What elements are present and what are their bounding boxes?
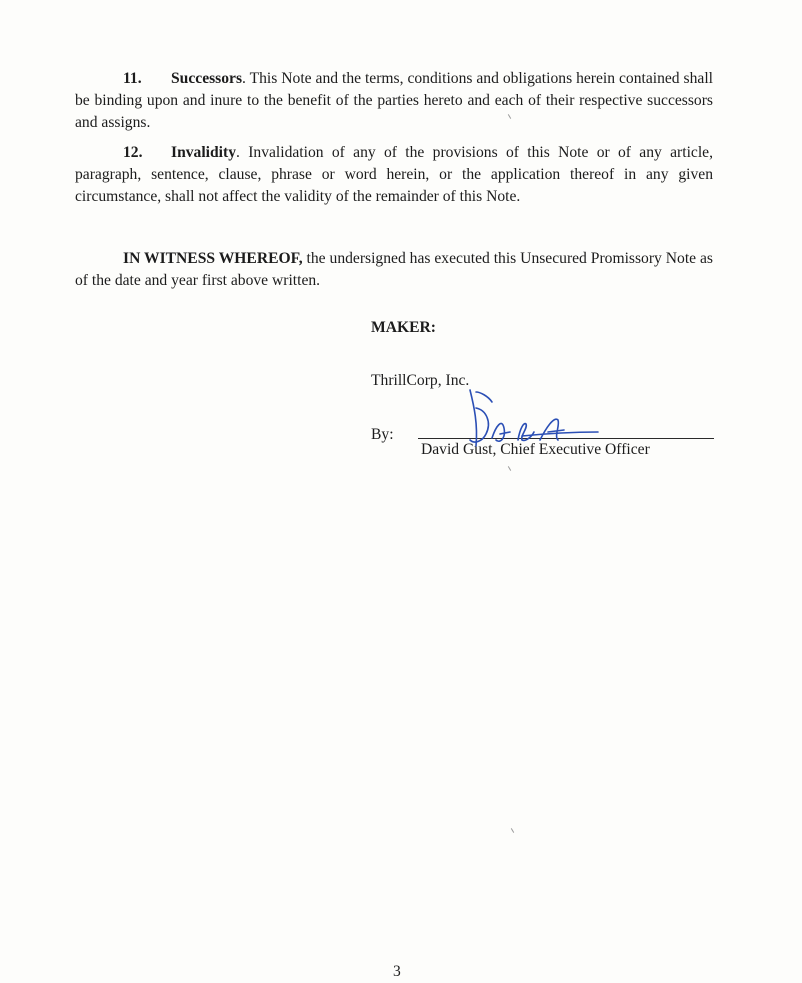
witness-paragraph	[75, 248, 713, 292]
witness-lead: IN WITNESS WHEREOF,	[123, 250, 303, 267]
page-number: 3	[393, 963, 401, 980]
handwritten-signature	[462, 388, 602, 468]
witness-text: the undersigned has executed this Unsecured Promissory Note as of the date and year first above written.	[75, 250, 713, 289]
section-11-heading: Successors	[171, 70, 243, 87]
section-11-paragraph	[75, 68, 713, 134]
section-12-number: 12.	[123, 144, 143, 161]
section-12-text: . Invalidation of any of the provisions of this Note or of any article, paragraph, sentence, clause, phrase or word herein, or the application thereof in any given circumstance, shall not affect the validity of the remainder of this Note.	[75, 144, 713, 205]
signer-name-title: David Gust, Chief Executive Officer	[421, 441, 650, 458]
maker-label: MAKER:	[371, 319, 436, 336]
section-12-paragraph	[75, 142, 713, 208]
company-name: ThrillCorp, Inc.	[371, 372, 470, 389]
section-12-heading: Invalidity	[171, 144, 236, 161]
section-11-number: 11.	[123, 70, 142, 87]
signature-strokes	[470, 390, 598, 446]
section-11-text: . This Note and the terms, conditions and obligations herein contained shall be binding upon and inure to the benefit of the parties hereto and each of their respective successors and assigns.	[75, 70, 713, 131]
by-label: By:	[371, 426, 394, 443]
scan-speck	[511, 828, 514, 833]
